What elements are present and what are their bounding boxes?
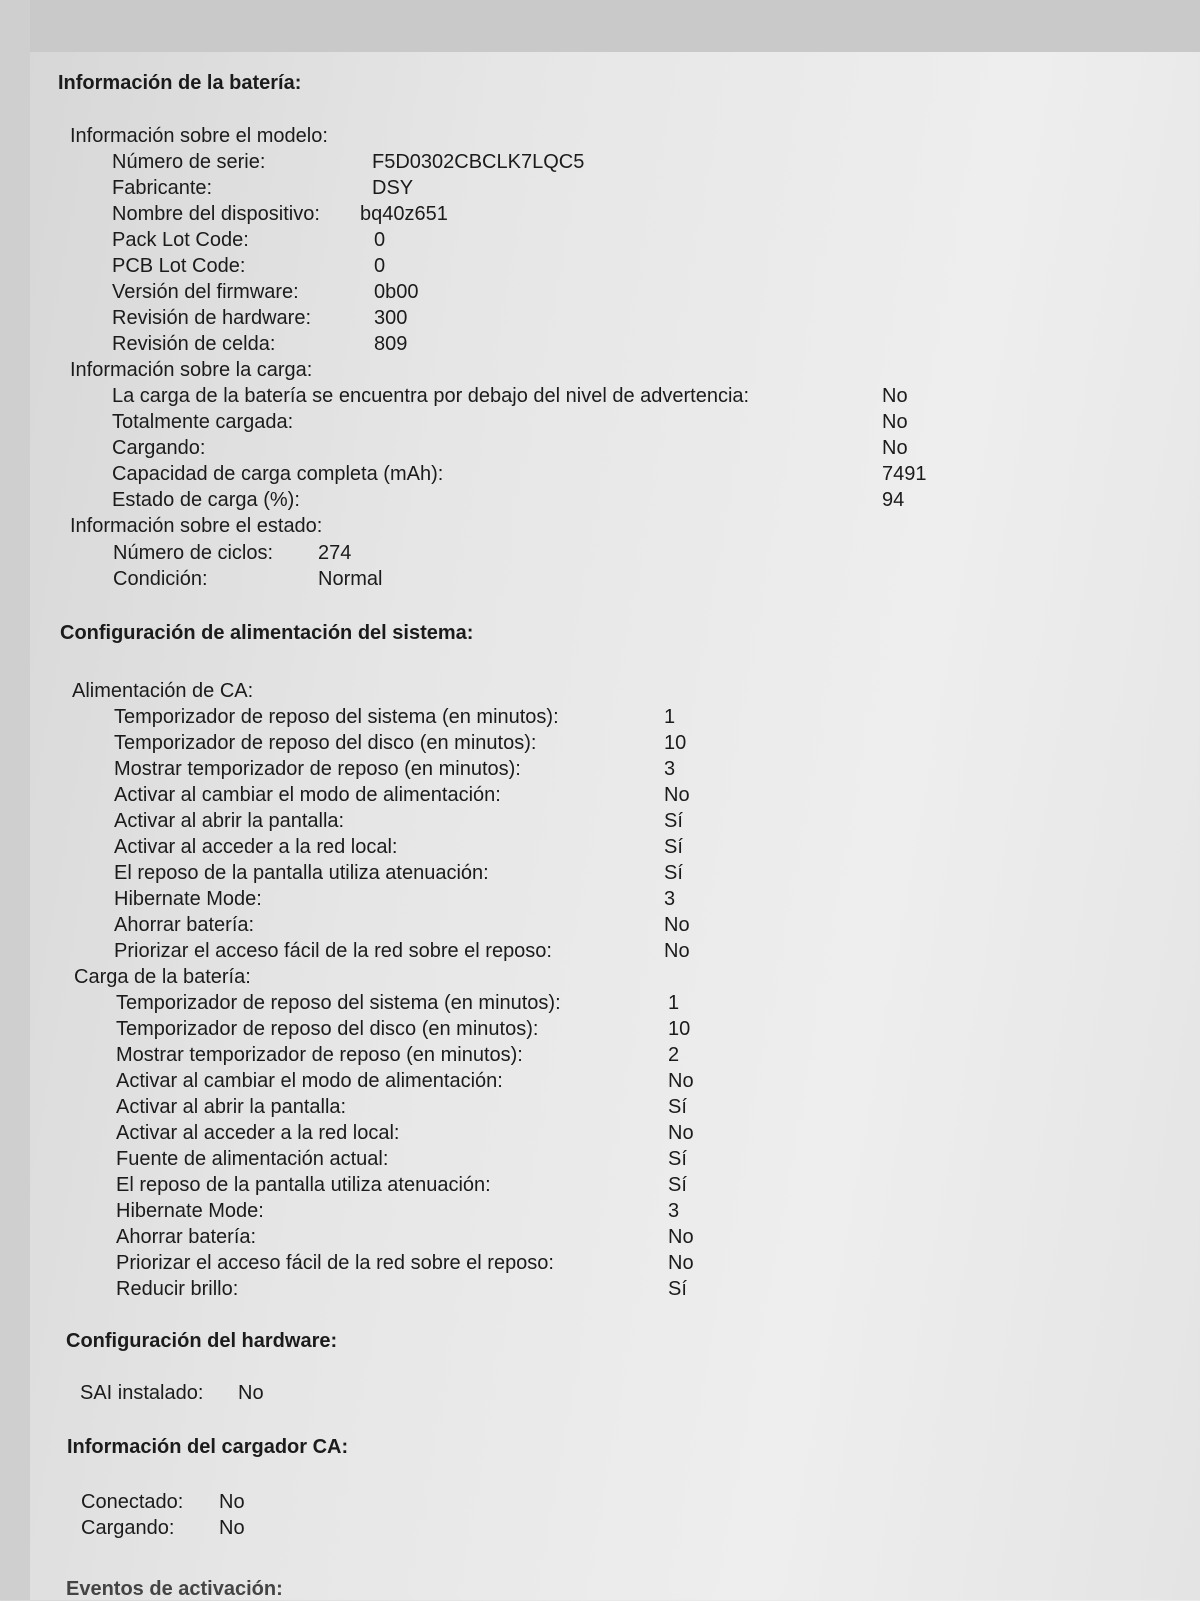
row-value: 10 <box>664 732 687 754</box>
row-value: 3 <box>664 758 676 780</box>
row-value: Normal <box>318 568 383 590</box>
section-title-battery: Información de la batería: <box>58 72 302 94</box>
row-label: Nombre del dispositivo: <box>112 203 320 225</box>
row-label: Priorizar el acceso fácil de la red sobre el reposo: <box>114 940 552 962</box>
row-value: No <box>668 1122 694 1144</box>
row-label: Cargando: <box>112 437 206 459</box>
row-value: No <box>668 1070 694 1092</box>
row-label: Versión del firmware: <box>112 281 299 303</box>
row-label: Reducir brillo: <box>116 1278 239 1300</box>
row-value: Sí <box>668 1174 687 1196</box>
row-value: 10 <box>668 1018 691 1040</box>
window-left-edge <box>0 0 30 1600</box>
row-value: No <box>664 940 690 962</box>
row-label: Ahorrar batería: <box>116 1226 257 1248</box>
row-value: 2 <box>668 1044 680 1066</box>
row-value: No <box>668 1226 694 1248</box>
row-value: No <box>882 437 908 459</box>
row-value: F5D0302CBCLK7LQC5 <box>372 151 585 173</box>
row-label: El reposo de la pantalla utiliza atenuación: <box>114 862 489 884</box>
section-title-charger: Información del cargador CA: <box>67 1436 349 1458</box>
row-label: Priorizar el acceso fácil de la red sobre el reposo: <box>116 1252 554 1274</box>
row-value: 0 <box>374 229 386 251</box>
row-label: Totalmente cargada: <box>112 411 294 433</box>
row-value: 1 <box>668 992 680 1014</box>
row-label: La carga de la batería se encuentra por debajo del nivel de advertencia: <box>112 385 750 407</box>
row-value: 1 <box>664 706 676 728</box>
row-value: No <box>882 385 908 407</box>
row-value: Sí <box>668 1148 687 1170</box>
row-label: Estado de carga (%): <box>112 489 300 511</box>
row-label: Condición: <box>113 568 208 590</box>
row-label: Activar al acceder a la red local: <box>116 1122 400 1144</box>
row-value: 3 <box>668 1200 680 1222</box>
row-value: 809 <box>374 333 408 355</box>
row-label: Mostrar temporizador de reposo (en minutos): <box>114 758 521 780</box>
row-value: 300 <box>374 307 408 329</box>
window-top-bar <box>0 0 1200 52</box>
group-title-health: Información sobre el estado: <box>70 515 323 537</box>
row-label: Ahorrar batería: <box>114 914 255 936</box>
row-value: 7491 <box>882 463 927 485</box>
group-title-battery-power: Carga de la batería: <box>74 966 251 988</box>
row-label: El reposo de la pantalla utiliza atenuación: <box>116 1174 491 1196</box>
row-label: Activar al cambiar el modo de alimentación: <box>114 784 501 806</box>
row-label: Cargando: <box>81 1517 175 1539</box>
row-value: Sí <box>668 1096 687 1118</box>
row-value: 0 <box>374 255 386 277</box>
row-label: Temporizador de reposo del disco (en minutos): <box>114 732 537 754</box>
row-label: Revisión de hardware: <box>112 307 311 329</box>
system-info-panel <box>30 52 1200 1600</box>
row-value: No <box>238 1382 264 1404</box>
row-label: Fabricante: <box>112 177 213 199</box>
row-label: Revisión de celda: <box>112 333 276 355</box>
row-label: Temporizador de reposo del disco (en minutos): <box>116 1018 539 1040</box>
row-value: 94 <box>882 489 905 511</box>
row-label: Fuente de alimentación actual: <box>116 1148 389 1170</box>
row-value: Sí <box>664 836 683 858</box>
row-label: Mostrar temporizador de reposo (en minutos): <box>116 1044 523 1066</box>
row-label: Hibernate Mode: <box>114 888 262 910</box>
row-label: Capacidad de carga completa (mAh): <box>112 463 444 485</box>
row-label: SAI instalado: <box>80 1382 204 1404</box>
row-label: Número de ciclos: <box>113 542 274 564</box>
section-title-hardware: Configuración del hardware: <box>66 1330 338 1352</box>
row-label: Activar al abrir la pantalla: <box>116 1096 347 1118</box>
row-value: No <box>664 914 690 936</box>
group-title-ac-power: Alimentación de CA: <box>72 680 254 702</box>
row-value: No <box>882 411 908 433</box>
group-title-charge: Información sobre la carga: <box>70 359 313 381</box>
row-value: bq40z651 <box>360 203 448 225</box>
row-label: Activar al acceder a la red local: <box>114 836 398 858</box>
row-value: No <box>219 1517 245 1539</box>
row-value: 0b00 <box>374 281 419 303</box>
row-value: No <box>664 784 690 806</box>
row-value: No <box>668 1252 694 1274</box>
row-value: Sí <box>664 810 683 832</box>
section-title-power: Configuración de alimentación del sistema: <box>60 622 474 644</box>
section-title-wake-events: Eventos de activación: <box>66 1578 283 1600</box>
row-label: Activar al abrir la pantalla: <box>114 810 345 832</box>
row-value: 274 <box>318 542 352 564</box>
row-label: Hibernate Mode: <box>116 1200 264 1222</box>
row-label: Temporizador de reposo del sistema (en minutos): <box>114 706 559 728</box>
row-value: 3 <box>664 888 676 910</box>
group-title-model: Información sobre el modelo: <box>70 125 328 147</box>
row-label: Pack Lot Code: <box>112 229 249 251</box>
row-value: No <box>219 1491 245 1513</box>
row-label: Conectado: <box>81 1491 184 1513</box>
row-value: Sí <box>668 1278 687 1300</box>
row-label: Activar al cambiar el modo de alimentación: <box>116 1070 503 1092</box>
row-label: Número de serie: <box>112 151 266 173</box>
row-value: DSY <box>372 177 414 199</box>
row-value: Sí <box>664 862 683 884</box>
row-label: Temporizador de reposo del sistema (en minutos): <box>116 992 561 1014</box>
row-label: PCB Lot Code: <box>112 255 246 277</box>
